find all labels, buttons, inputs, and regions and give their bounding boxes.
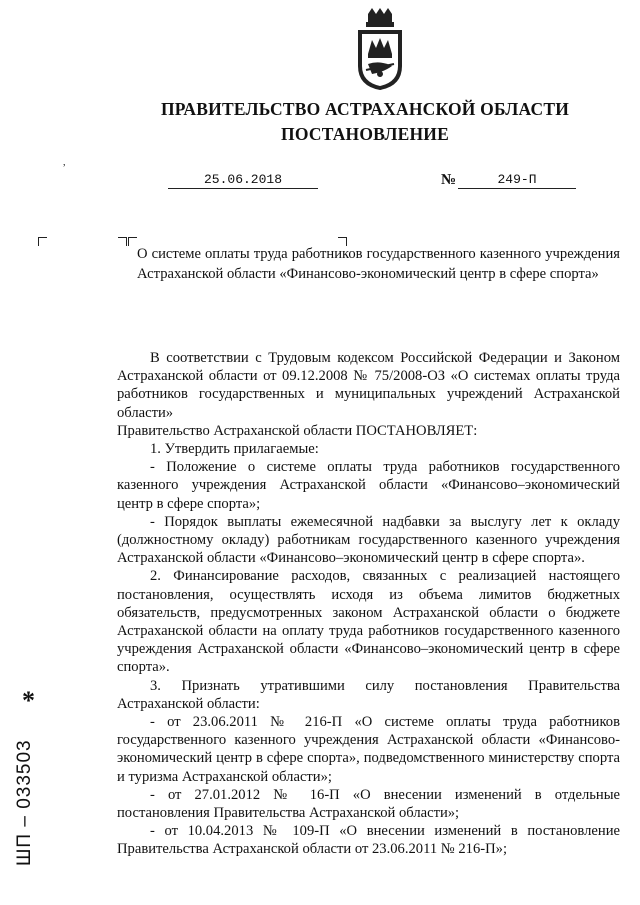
coat-of-arms-icon <box>354 8 406 92</box>
paragraph: - Положение о системе оплаты труда работников государственного казенного учреждения Астраханской области «Финансово–экономический центр в сфере спорта»; <box>117 459 620 512</box>
paragraph: - от 27.01.2012 № 16-П «О внесении изменений в отдельные постановления Правительства Астраханской области»; <box>117 786 620 822</box>
scan-mark: , <box>63 157 66 168</box>
paragraph: 3. Признать утратившими силу постановления Правительства Астраханской области: <box>117 677 620 712</box>
paragraph: 2. Финансирование расходов, связанных с реализацией настоящего постановления, осуществлять исходя из объема лимитов бюджетных обязательств, предусмотренных законом Астраханской области о бюджете Астраханской области на оплату труда работников государственного казенного учреждения Астраханской области «Финансово–экономический центр в сфере спорта». <box>117 568 620 676</box>
paragraph: - Порядок выплаты ежемесячной надбавки за выслугу лет к окладу (должностному окладу) работникам государственного казенного учреждения Астраханской области «Финансово–экономический центр в сфере спорта». <box>117 513 620 567</box>
document-type: ПОСТАНОВЛЕНИЕ <box>281 124 449 144</box>
paragraph: В соответствии с Трудовым кодексом Российской Федерации и Законом Астраханской области от 09.12.2008 № 75/2008-ОЗ «О системах оплаты труда работников государственных и муниципальных учреждений Астраханской области» <box>117 350 620 421</box>
paragraph: Правительство Астраханской области ПОСТАНОВЛЯЕТ: <box>117 422 478 439</box>
corner-mark <box>38 237 47 246</box>
paragraph: - от 10.04.2013 № 109-П «О внесении изменений в постановление Правительства Астраханской области от 23.06.2011 № 216-П»; <box>117 823 620 858</box>
document-subject: О системе оплаты труда работников государственного казенного учреждения Астраханской области «Финансово-экономический центр в сфере спорта» <box>137 246 620 282</box>
number-label: № <box>441 172 457 188</box>
document-number: 249-П <box>458 172 576 189</box>
side-stamp: ШП – 033503 <box>14 739 35 866</box>
corner-mark <box>118 237 127 246</box>
side-mark: * <box>22 686 35 715</box>
corner-mark <box>128 237 137 246</box>
paragraph: 1. Утвердить прилагаемые: <box>150 441 319 458</box>
paragraph: - от 23.06.2011 № 216-П «О системе оплаты труда работников государственного казенного учреждения Астраханской области «Финансово-экономический центр в сфере спорта», подведомственного министерству спорта и туризма Астраханской области»; <box>117 714 620 785</box>
document-date: 25.06.2018 <box>168 172 318 189</box>
document-body <box>117 349 620 859</box>
org-name: ПРАВИТЕЛЬСТВО АСТРАХАНСКОЙ ОБЛАСТИ <box>160 99 570 119</box>
